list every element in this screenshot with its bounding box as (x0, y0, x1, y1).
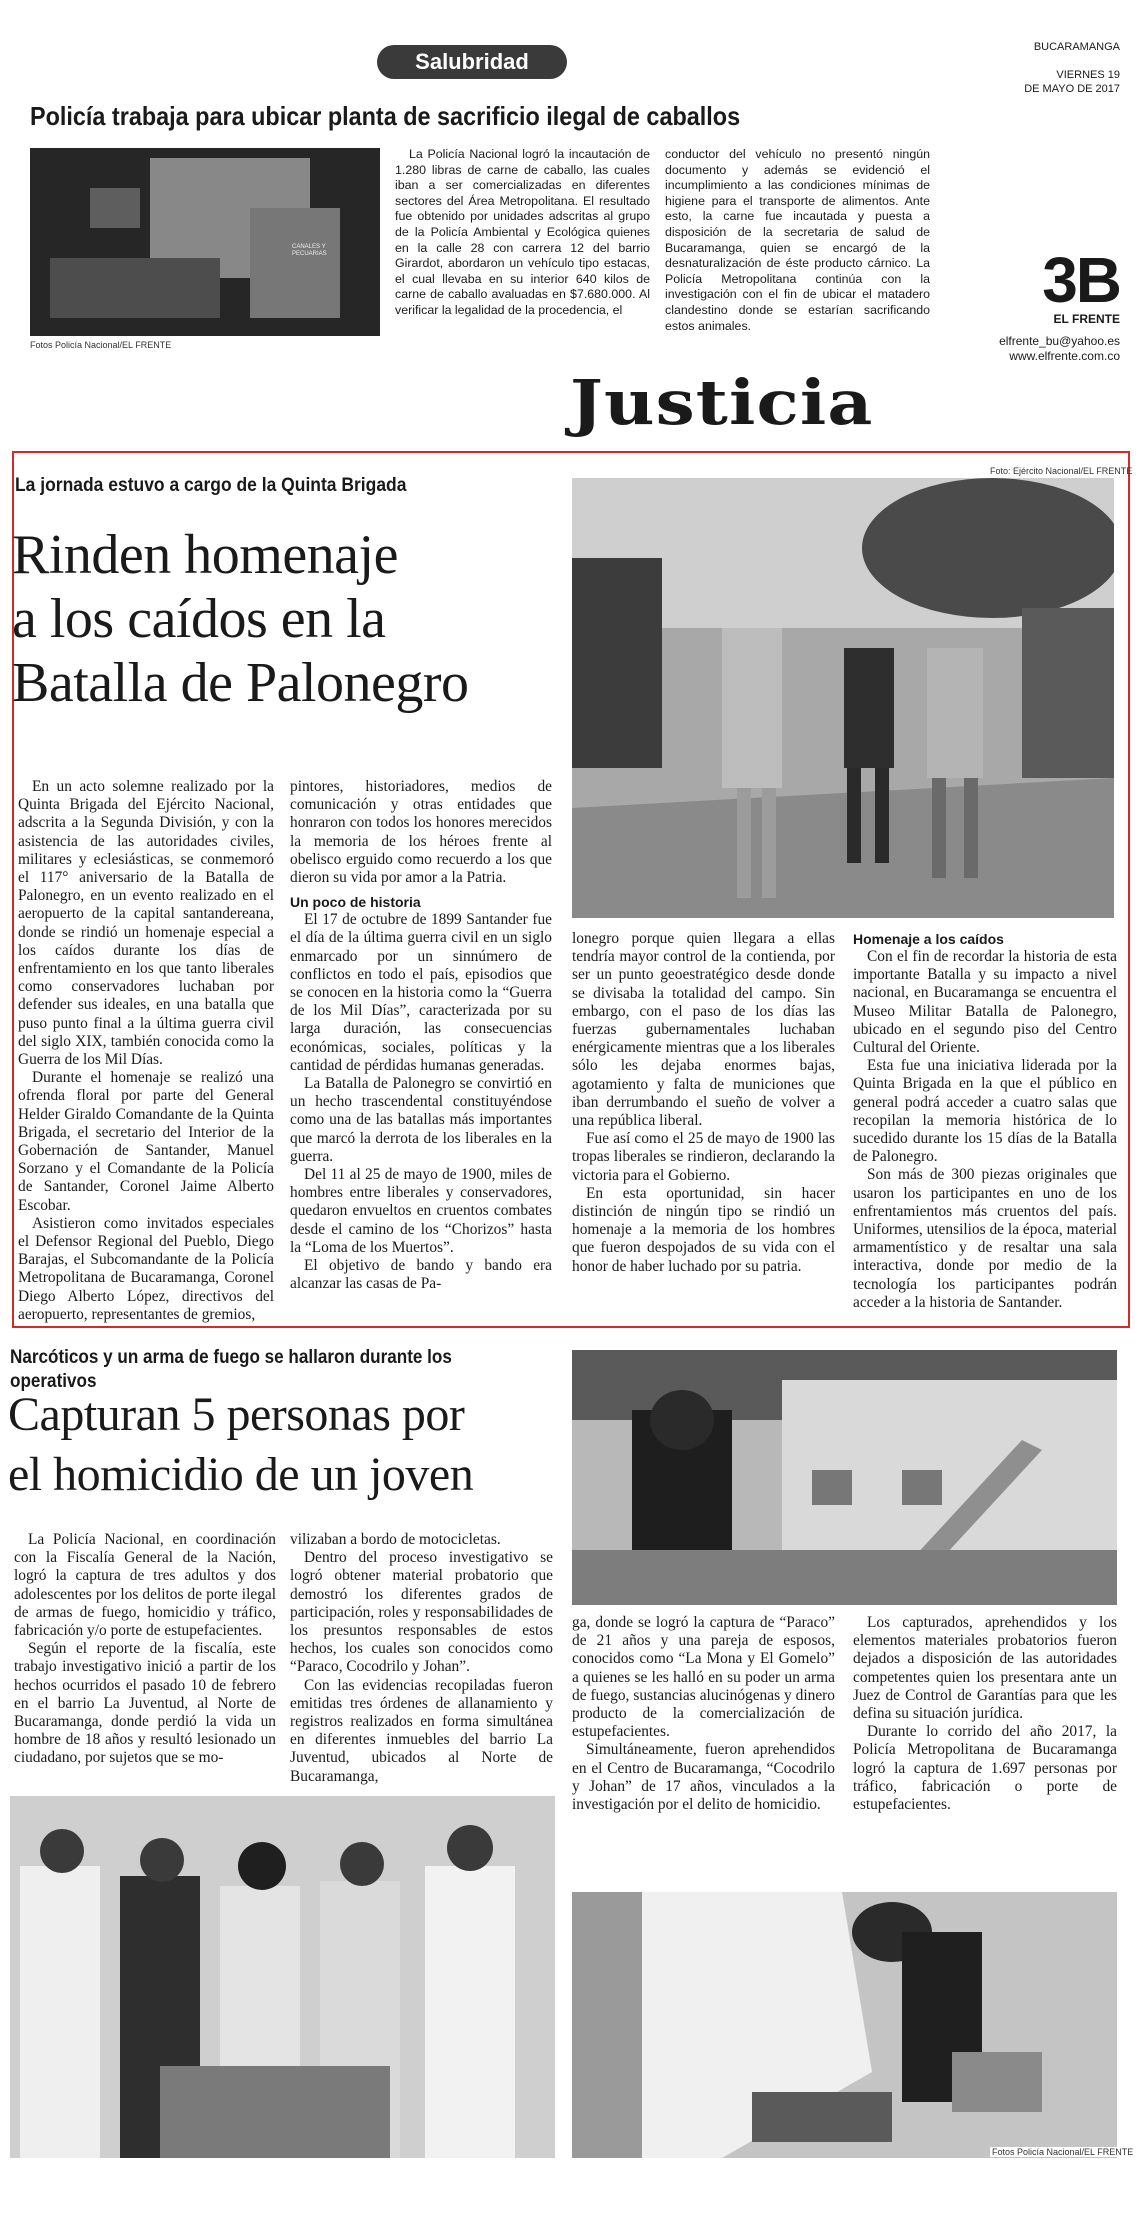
photo-icon (572, 478, 1114, 918)
homenaje-paragraph: El 17 de octubre de 1899 Santander fue el día de la última guerra civil en un siglo enmarcado por un sinnúmero de conflictos en todo el país, episodios que se conocen en la historia como la “Guerra de los Mil Días”, caracterizada por su larga duración, las consecuencias económicas, sociales, políticas y la cantidad de pérdidas humanas generadas. (290, 911, 552, 1074)
page-number: 3B (1042, 244, 1120, 316)
captura-paragraph: Dentro del proceso investigativo se logró obtener material probatorio que demostró los diferentes grados de participación, roles y responsabilidades de los presuntos responsables de estos hechos, los cuales son conocidos como “Paraco, Cocodrilo y Johan”. (290, 1549, 553, 1676)
homenaje-subhead-caidos: Homenaje a los caídos (853, 931, 1004, 947)
homenaje-col-1 (18, 778, 274, 1324)
homenaje-paragraph: El objetivo de bando y bando era alcanzar las casas de Pa- (290, 1257, 552, 1293)
homenaje-subhead-historia: Un poco de historia (290, 894, 421, 911)
homenaje-photo-credit: Foto: Ejército Nacional/EL FRENTE (990, 466, 1133, 476)
captura-col-1 (14, 1531, 276, 1768)
captura-paragraph: Durante lo corrido del año 2017, la Policía Metropolitana de Bucaramanga logró la captura de 1.697 personas por tráfico, fabricación o porte de estupefacientes. (853, 1723, 1117, 1814)
captura-headline (8, 1385, 574, 1505)
homenaje-paragraph: pintores, historiadores, medios de comunicación y otras entidades que honraron con todos los honores merecidos la memoria de los héroes frente al obelisco erguido como recuerdo a los que dieron su vida por amor a la Patria. (290, 778, 552, 887)
captura-title-line-2: el homicidio de un joven (8, 1448, 474, 1501)
homenaje-title-line-3: Batalla de Palonegro (12, 652, 469, 714)
masthead-month: DE MAYO DE 2017 (1024, 83, 1120, 95)
captura-paragraph: Con las evidencias recopiladas fueron emitidas tres órdenes de allanamiento y registros realizados en forma simultánea en diferentes inmuebles del barrio La Juventud, ubicados al Norte de Bucaramanga, (290, 1676, 553, 1785)
captura-paragraph: vilizaban a bordo de motocicletas. (290, 1531, 501, 1548)
salud-paragraph-2: conductor del vehículo no presentó ningún documento y además se evidenció el incumplimiento a las condiciones mínimas de higiene para el transporte de alimentos. Ante esto, la carne fue incautada y puesta a disposición de la secretaria de salud de Bucaramanga, quien se encargó de la desnaturalización de éste producto cárnico. La Policía Metropolitana continúa con la investigación con el fin de ubicar el matadero clandestino donde se estarían sacrificando estos animales. (665, 147, 930, 333)
homenaje-title-line-1: Rinden homenaje (12, 524, 398, 586)
homenaje-kicker: La jornada estuvo a cargo de la Quinta Brigada (15, 475, 407, 496)
paper-email: elfrente_bu@yahoo.es (999, 334, 1120, 348)
photo-icon (30, 148, 380, 336)
masthead-date (1000, 40, 1120, 96)
homenaje-paragraph: Del 11 al 25 de mayo de 1900, miles de hombres entre liberales y conservadores, quedaron envueltos en cruentos combates desde el camino de los “Chorizos” hasta la “Loma de los Muertos”. (290, 1166, 552, 1256)
salud-title: Policía trabaja para ubicar planta de sacrificio ilegal de caballos (30, 101, 741, 131)
captura-photo-evidence (572, 1892, 1117, 2158)
captura-kicker: Narcóticos y un arma de fuego se hallaron durante los operativos (10, 1347, 452, 1392)
homenaje-paragraph: lonegro porque quien llegara a ellas tendría mayor control de la contienda, por ser un punto geoestratégico desde donde se divisaba la totalidad del campo. Sin embargo, con el paso de los días las fuerzas gubernamentales luchaban enérgicamente mientras que a los liberales sólo les dejaba enormes bajas, agotamiento y falta de municiones que iban derrumbando el sueño de volver a una república liberal. (572, 930, 835, 1130)
homenaje-paragraph: Asistieron como invitados especiales el Defensor Regional del Pueblo, Diego Barajas, el Subcomandante de la Policía Metropolitana de Bucaramanga, Coronel Diego Alberto López, directivos del aeropuerto, representantes de gremios, (18, 1214, 274, 1323)
masthead-city: BUCARAMANGA (1033, 41, 1120, 53)
homenaje-title-line-2: a los caídos en la (12, 588, 386, 650)
salud-photo-credit: Fotos Policía Nacional/EL FRENTE (30, 340, 172, 350)
captura-paragraph: La Policía Nacional, en coordinación con la Fiscalía General de la Nación, logró la captura de tres adultos y dos adolescentes por los delitos de porte ilegal de armas de fuego, homicidio y tráfico, fabricación y/o porte de estupefacientes. (14, 1531, 276, 1640)
captura-photo-credit: Fotos Policía Nacional/EL FRENTE (992, 2147, 1134, 2157)
captura-photo-detainees (10, 1796, 555, 2158)
homenaje-col-4 (853, 930, 1117, 1312)
paper-name: EL FRENTE (1053, 312, 1120, 326)
captura-title-line-1: Capturan 5 personas por (8, 1388, 465, 1441)
photo-icon (572, 1892, 1117, 2158)
homenaje-headline (12, 523, 572, 715)
homenaje-paragraph: Esta fue una iniciativa liderada por la Quinta Brigada en la que el público en general podrá acceder a cuatro salas que recopilan la memoria histórica de lo sucedido durante los 15 días de la Batalla de Palonegro. (853, 1057, 1117, 1166)
captura-photo-house (572, 1350, 1117, 1605)
salud-paragraph-1: La Policía Nacional logró la incautación de 1.280 libras de carne de caballo, las cuales iban a ser comercializadas en diferentes sectores del Área Metropolitana. El resultado fue obtenido por unidades adscritas al grupo de la Policía Ambiental y Ecológica quienes en la calle 28 con carrera 12 del barrio Girardot, abordaron un vehículo tipo estacas, el cual llevaba en su interior 640 kilos de carne de caballo avaluadas en $7.680.000. Al verificar la legalidad de la procedencia, el (395, 147, 650, 317)
captura-col-2 (290, 1531, 553, 1786)
salud-tag: Salubridad (377, 45, 567, 79)
photo-icon (10, 1796, 555, 2158)
captura-col-3 (572, 1614, 835, 1814)
paper-website: www.elfrente.com.co (1009, 349, 1120, 363)
section-title: Justicia (570, 366, 874, 439)
homenaje-paragraph: Son más de 300 piezas originales que usaron los participantes en uno de los enfrentamientos más cruentos del país. Uniformes, utensilios de la época, material armamentístico y de resaltar una sala interactiva, donde por medio de la tecnología los participantes podrán acceder a la historia de Santander. (853, 1166, 1117, 1311)
salud-photo (30, 148, 380, 336)
homenaje-paragraph: Con el fin de recordar la historia de esta importante Batalla y su impacto a nivel nacional, en Bucaramanga se encuentra el Museo Militar Batalla de Palonegro, ubicado en el segundo piso del Centro Cultural del Oriente. (853, 948, 1117, 1057)
homenaje-paragraph: Durante el homenaje se realizó una ofrenda floral por parte del General Helder Giraldo Comandante de la Quinta Brigada, el secretario del Interior de la Gobernación de Santander, Manuel Sorzano y el Comandante de la Policía de Santander, Coronel Jaime Alberto Escobar. (18, 1069, 274, 1214)
homenaje-paragraph: Fue así como el 25 de mayo de 1900 las tropas liberales se rindieron, declarando la victoria para el Gobierno. (572, 1130, 835, 1184)
homenaje-paragraph: En un acto solemne realizado por la Quinta Brigada del Ejército Nacional, adscrita a la Segunda División, y con la asistencia de las autoridades civiles, militares y eclesiásticas, se conmemoró el 117° aniversario de la Batalla de Palonegro, en un evento realizado en el aeropuerto de la capital santandereana, donde se rindió un homenaje especial a los caídos durante los días de enfrentamiento en los que tanto liberales como conservadores luchaban por defender sus ideales, en una batalla que puso punto final a la última guerra civil del siglo XIX, también conocida como la Guerra de los Mil Días. (18, 778, 274, 1069)
captura-paragraph: Los capturados, aprehendidos y los elementos materiales probatorios fueron dejados a disposición de las autoridades competentes quien los presentara ante un Juez de Control de Garantías para que les defina su situación jurídica. (853, 1614, 1117, 1723)
salud-col-2 (665, 147, 930, 334)
captura-paragraph: ga, donde se logró la captura de “Paraco” de 21 años y una pareja de esposos, conocidos como “La Mona y El Gomelo” a quienes se les halló en su poder un arma de fuego, sustancias alucinógenas y dinero producto de la comercialización de estupefacientes. (572, 1614, 835, 1741)
homenaje-col-2 (290, 778, 552, 1293)
homenaje-photo (572, 478, 1114, 918)
homenaje-paragraph: En esta oportunidad, sin hacer distinción de ningún tipo se rindió un homenaje a la memoria de los hombres que fueron despojados de su vida con el honor de haber luchado por su patria. (572, 1184, 835, 1275)
homenaje-paragraph: La Batalla de Palonegro se convirtió en un hecho trascendental constituyéndose como una de las batallas más importantes que marcó la derrota de los liberales en la guerra. (290, 1075, 552, 1165)
captura-col-4 (853, 1614, 1117, 1814)
photo-icon (572, 1350, 1117, 1605)
captura-paragraph: Según el reporte de la fiscalía, este trabajo investigativo inició a partir de los hechos ocurridos el pasado 10 de febrero en el barrio La Juventud, al Norte de Bucaramanga, donde perdió la vida un hombre de 18 años y resultó lesionado un ciudadano, por sujetos que se mo- (14, 1640, 276, 1767)
salud-photo-sign: CANALES Y PECUARIAS (292, 244, 327, 257)
homenaje-col-3 (572, 930, 835, 1276)
captura-paragraph: Simultáneamente, fueron aprehendidos en el Centro de Bucaramanga, “Cocodrilo y Johan” de 17 años, vinculados a la investigación por el delito de homicidio. (572, 1741, 835, 1814)
salud-col-1 (395, 147, 650, 319)
masthead-day: VIERNES 19 (1056, 69, 1120, 81)
